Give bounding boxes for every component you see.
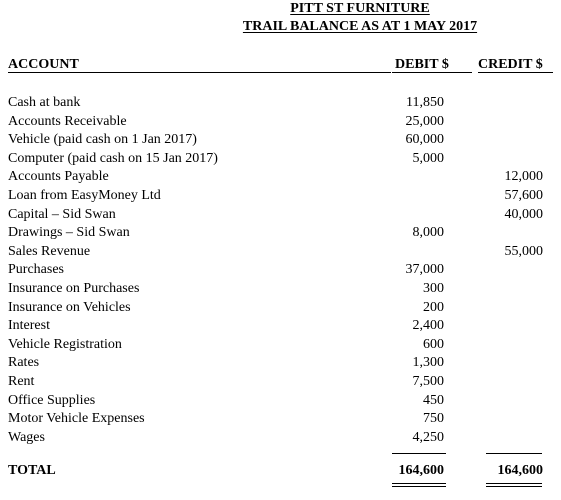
- credit-total-double-rule-lower: [486, 486, 542, 487]
- table-row: [0, 150, 561, 169]
- table-row: [0, 280, 561, 299]
- debit-amount: 2,400: [412, 318, 444, 334]
- account-name: Interest: [8, 318, 50, 334]
- debit-amount: 4,250: [412, 429, 444, 445]
- account-name: Office Supplies: [8, 392, 96, 408]
- account-name: Vehicle Registration: [8, 336, 122, 352]
- table-row: [0, 206, 561, 225]
- table-row: [0, 168, 561, 187]
- document-title: TRAIL BALANCE AS AT 1 MAY 2017: [242, 19, 478, 34]
- account-name: Insurance on Purchases: [8, 280, 140, 296]
- table-row: [0, 243, 561, 262]
- table-row: [0, 113, 561, 132]
- debit-amount: 1,300: [412, 355, 444, 371]
- account-column-header: ACCOUNT: [8, 57, 79, 72]
- debit-amount: 37,000: [405, 262, 444, 278]
- account-name: Loan from EasyMoney Ltd: [8, 187, 161, 203]
- table-row: [0, 299, 561, 318]
- table-row: [0, 131, 561, 150]
- debit-amount: 200: [423, 299, 444, 315]
- debit-total-double-rule-lower: [392, 486, 446, 487]
- debit-amount: 11,850: [406, 95, 444, 110]
- debit-amount: 5,000: [412, 150, 444, 166]
- table-row: [0, 354, 561, 373]
- table-row: [0, 187, 561, 206]
- table-row: [0, 261, 561, 280]
- table-row: [0, 336, 561, 355]
- table-row: [0, 373, 561, 392]
- account-name: Computer (paid cash on 15 Jan 2017): [8, 150, 218, 166]
- debit-total-double-rule: [392, 483, 446, 484]
- account-name: Sales Revenue: [8, 243, 91, 259]
- account-name: Cash at bank: [8, 95, 81, 110]
- debit-amount: 300: [423, 280, 444, 296]
- table-row: [0, 429, 561, 448]
- credit-amount: 55,000: [504, 243, 543, 259]
- account-name: Insurance on Vehicles: [8, 299, 131, 315]
- debit-amount: 750: [423, 411, 444, 427]
- debit-amount: 8,000: [412, 225, 444, 241]
- total-debit: 164,600: [398, 463, 444, 478]
- debit-amount: 600: [423, 336, 444, 352]
- account-name: Drawings – Sid Swan: [8, 225, 130, 241]
- table-row: [0, 392, 561, 411]
- total-label: TOTAL: [8, 463, 56, 478]
- account-name: Wages: [8, 429, 45, 445]
- account-header-underline: [8, 72, 391, 73]
- debit-amount: 450: [423, 392, 444, 408]
- debit-header-underline: [392, 72, 472, 73]
- account-name: Motor Vehicle Expenses: [8, 411, 145, 427]
- total-credit: 164,600: [497, 463, 543, 478]
- credit-amount: 57,600: [504, 187, 543, 203]
- credit-amount: 40,000: [504, 206, 543, 222]
- debit-subtotal-rule: [392, 453, 446, 454]
- credit-column-header: CREDIT $: [478, 57, 543, 72]
- account-name: Accounts Receivable: [8, 113, 127, 129]
- account-name: Accounts Payable: [8, 169, 109, 185]
- table-row: [0, 317, 561, 336]
- account-name: Purchases: [8, 262, 64, 278]
- credit-amount: 12,000: [504, 169, 543, 185]
- account-name: Capital – Sid Swan: [8, 206, 116, 222]
- credit-total-double-rule: [486, 483, 542, 484]
- table-row: [0, 410, 561, 429]
- debit-amount: 7,500: [412, 373, 444, 389]
- account-rows: [0, 94, 561, 447]
- table-row: [0, 94, 561, 113]
- account-name: Rates: [8, 355, 40, 371]
- debit-amount: 25,000: [405, 113, 444, 129]
- table-row: [0, 224, 561, 243]
- credit-header-underline: [478, 72, 553, 73]
- debit-column-header: DEBIT $: [395, 57, 449, 72]
- debit-amount: 60,000: [405, 132, 444, 148]
- credit-subtotal-rule: [486, 453, 542, 454]
- account-name: Vehicle (paid cash on 1 Jan 2017): [8, 132, 197, 148]
- account-name: Rent: [8, 373, 35, 389]
- business-name-heading: PITT ST FURNITURE: [290, 1, 430, 16]
